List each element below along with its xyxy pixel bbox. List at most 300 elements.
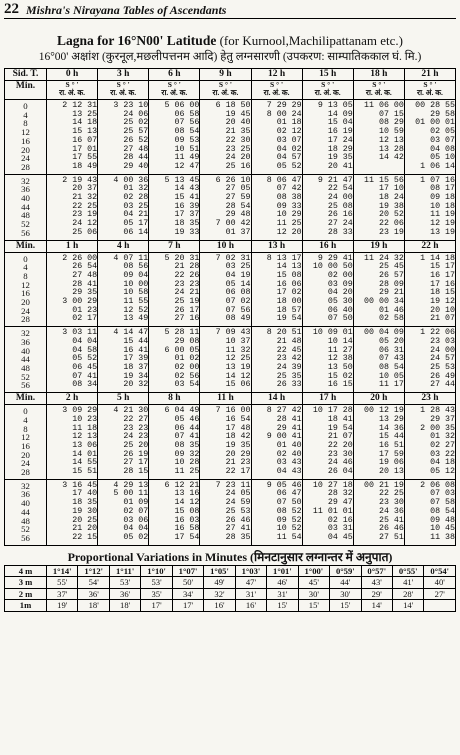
hour-header: 13 h	[251, 240, 302, 252]
ascendant-value: 25 35	[276, 371, 302, 381]
ascendant-value: 17 39	[123, 354, 149, 364]
prop-value: 17'	[172, 600, 203, 612]
ascendant-value: 9 21 47	[317, 175, 353, 185]
minute-label: 52	[21, 219, 30, 230]
hour-header: 20 h	[353, 393, 404, 405]
prop-value: 1°00'	[298, 565, 329, 577]
ascendant-value: 25 53	[225, 506, 251, 516]
ascendant-value: 05 02	[123, 532, 149, 542]
ascendant-value: 17 54	[174, 532, 200, 542]
hour-header: 9 h	[200, 69, 251, 81]
ascendant-value: 19 54	[327, 423, 353, 433]
ascendant-value: 07 02	[225, 297, 251, 307]
unit-hindi-label: रा. अं. क.	[263, 88, 290, 97]
minutes-column	[5, 174, 47, 240]
minute-label: 32	[21, 328, 30, 339]
minute-label: 0	[23, 406, 28, 417]
ascendant-value: 03 25	[225, 262, 251, 272]
ascendant-column	[149, 100, 200, 175]
ascendant-value: 3 00 29	[62, 297, 98, 307]
ascendant-value: 4 29 13	[113, 480, 149, 490]
corner-cell: Min.	[5, 393, 47, 405]
prop-value: 16'	[235, 600, 266, 612]
minute-label: 56	[21, 227, 30, 238]
ascendant-column	[404, 174, 455, 240]
ascendant-value: 06 58	[174, 109, 200, 119]
minute-label: 0	[23, 253, 28, 264]
unit-hindi-label: रा. अं. क.	[314, 88, 341, 97]
ascendant-column	[251, 479, 302, 545]
ascendant-value: 10 17 28	[312, 406, 353, 416]
minute-label: 56	[21, 380, 30, 391]
ascendant-column	[251, 252, 302, 327]
table-title	[4, 33, 456, 48]
ascendant-value: 26 33	[276, 380, 302, 390]
ascendant-value: 9 00 41	[266, 432, 302, 442]
ascendant-column	[251, 327, 302, 393]
ascendant-value: 3 09 29	[62, 406, 98, 416]
table-subtitle: 16°00' अक्षांश (कुरनूल,मछलीपत्तनम आदि) हेतु लग्नसारणी (उपकरण: साम्पातिककाल घं. मि.)	[38, 51, 422, 63]
ascendant-value: 20 41	[327, 161, 353, 171]
ascendant-value: 11 55	[123, 297, 149, 307]
ascendant-value: 8 27 42	[266, 406, 302, 416]
ascendant-value: 29 58	[430, 109, 455, 119]
ascendant-value: 09 33	[276, 201, 302, 211]
minute-label: 0	[23, 101, 28, 111]
ascendant-value: 10 09 01	[312, 328, 353, 338]
prop-row-label: 2 m	[5, 588, 47, 600]
ascendant-value: 08 38	[276, 193, 302, 203]
ascendant-value: 26 46	[225, 515, 251, 525]
ascendant-column	[47, 100, 98, 175]
hour-header: 2 h	[47, 393, 98, 405]
ascendant-value: 13 28	[378, 144, 404, 154]
prop-value: 1°03'	[235, 565, 266, 577]
corner-cell: Min.	[5, 240, 47, 252]
ascendant-column	[302, 327, 353, 393]
ascendant-column	[353, 174, 404, 240]
ascendant-value: 05 20	[378, 336, 404, 346]
ascendant-value: 17 16	[430, 279, 455, 289]
hour-header: 5 h	[98, 393, 149, 405]
prop-empty-cell	[424, 600, 456, 612]
ascendant-value: 23 30	[327, 449, 353, 459]
prop-value: 18'	[78, 600, 109, 612]
prop-value: 1°07'	[172, 565, 203, 577]
ascendant-value: 28 33	[327, 227, 353, 237]
ascendant-value: 2 26 00	[62, 253, 98, 263]
ascendant-column	[47, 405, 98, 480]
ascendant-value: 11 18	[72, 423, 98, 433]
ascendant-value: 24 59	[225, 498, 251, 508]
unit-sign-label: S ° '	[167, 80, 181, 89]
ascendant-value: 21 48	[276, 336, 302, 346]
prop-value: 1°01'	[267, 565, 298, 577]
prop-value: 1°12'	[78, 565, 109, 577]
ascendant-value: 29 40	[123, 161, 149, 171]
ascendant-value: 10 18	[430, 201, 455, 211]
data-row	[5, 327, 456, 393]
prop-value: 45'	[298, 577, 329, 589]
ascendant-value: 10 28	[174, 458, 200, 468]
ascendant-value: 20 13	[378, 467, 404, 477]
ascendant-value: 4 00 36	[113, 175, 149, 185]
minute-label: 20	[21, 449, 30, 460]
prop-value: 19'	[47, 600, 78, 612]
ascendant-value: 26 04	[327, 467, 353, 477]
ascendant-value: 2 00 35	[420, 423, 455, 433]
hour-header: 17 h	[302, 393, 353, 405]
ascendant-value: 18 15	[430, 288, 455, 298]
ascendant-value: 22 30	[225, 135, 251, 145]
ascendant-value: 22 45	[276, 345, 302, 355]
ascendant-value: 20 32	[123, 380, 149, 390]
ascendant-value: 07 41	[174, 432, 200, 442]
ascendant-value: 28 15	[123, 467, 149, 477]
ascendant-value: 15 04	[327, 118, 353, 128]
minute-label: 12	[21, 127, 30, 138]
ascendant-value: 5 00 11	[113, 489, 149, 499]
ascendant-value: 6 26 10	[215, 175, 251, 185]
ascendant-value: 28 41	[276, 414, 302, 424]
ascendant-value: 01 32	[123, 184, 149, 194]
ascendant-value: 18 57	[276, 305, 302, 315]
running-title: Mishra's Nirayana Tables of Ascendants	[26, 3, 227, 17]
proportional-title: Proportional Variations in Minutes (मिनटानुसार लग्नान्तर में अनुपात)	[67, 549, 393, 564]
hour-header: 1 h	[47, 240, 98, 252]
ascendant-value: 03 54	[174, 380, 200, 390]
ascendant-value: 28 09	[378, 279, 404, 289]
ascendant-value: 01 23	[72, 305, 98, 315]
prop-row-label: 1m	[5, 600, 47, 612]
ascendant-value: 10 05	[378, 371, 404, 381]
ascendant-column	[98, 405, 149, 480]
ascendant-value: 21 28	[174, 262, 200, 272]
unit-sign-label: S ° '	[270, 80, 284, 89]
ascendant-value: 04 08	[430, 144, 455, 154]
ascendant-value: 00 28 55	[415, 101, 455, 110]
ascendant-value: 1 06 14	[420, 161, 455, 171]
ascendant-value: 11 06 00	[364, 101, 404, 110]
ascendant-column	[302, 479, 353, 545]
unit-sign-label: S ° '	[65, 80, 79, 89]
ascendant-column	[47, 174, 98, 240]
ascendant-column	[404, 479, 455, 545]
ascendant-column	[98, 174, 149, 240]
ascendant-column	[149, 252, 200, 327]
ascendant-value: 14 12	[225, 371, 251, 381]
prop-value: 50'	[172, 577, 203, 589]
ascendant-value: 17 01	[72, 144, 98, 154]
ascendant-value: 16 51	[378, 440, 404, 450]
ascendant-value: 18 35	[174, 219, 200, 229]
ascendant-column	[200, 252, 251, 327]
ascendant-value: 24 36	[378, 506, 404, 516]
ascendant-value: 4 14 47	[113, 328, 149, 338]
ascendant-value: 23 42	[276, 354, 302, 364]
ascendant-value: 00 04 09	[364, 328, 404, 338]
ascendant-value: 11 17	[378, 380, 404, 390]
ascendant-value: 11 25	[276, 219, 302, 229]
ascendant-value: 11 49	[174, 153, 200, 163]
minute-label: 16	[21, 288, 30, 299]
ascendant-value: 14 01	[72, 449, 98, 459]
ascendant-value: 21 07	[327, 432, 353, 442]
ascendant-value: 15 44	[378, 432, 404, 442]
ascendant-value: 11 15 56	[364, 175, 404, 185]
ascendant-value: 26 52	[123, 135, 149, 145]
ascendant-value: 19 30	[72, 506, 98, 516]
ascendant-value: 16 06	[276, 279, 302, 289]
hour-header: 3 h	[98, 69, 149, 81]
ascendant-value: 6 00 05	[164, 345, 200, 355]
ascendant-value: 06 31	[378, 345, 404, 355]
ascendant-value: 10 00 50	[312, 262, 353, 272]
ascendant-value: 5 20 31	[164, 253, 200, 263]
ascendant-value: 00 21 19	[364, 480, 404, 490]
ascendant-value: 12 20	[276, 227, 302, 237]
prop-value: 55'	[47, 577, 78, 589]
prop-row	[5, 588, 456, 600]
ascendant-value: 06 40	[327, 305, 353, 315]
minute-label: 8	[23, 270, 28, 281]
minute-label: 24	[21, 458, 30, 469]
ascendant-value: 26 54	[72, 262, 98, 272]
ascendant-value: 10 45	[430, 524, 455, 534]
ascendant-value: 22 25	[72, 201, 98, 211]
ascendant-value: 22 54	[327, 184, 353, 194]
ascendant-value: 26 57	[378, 270, 404, 280]
ascendant-value: 27 48	[123, 144, 149, 154]
unit-hindi-label: रा. अं. क.	[365, 88, 392, 97]
ascendant-value: 18 35	[72, 498, 98, 508]
ascendant-value: 7 29 29	[266, 101, 302, 110]
ascendant-value: 1 07 16	[420, 175, 455, 185]
ascendant-value: 6 18 50	[215, 101, 251, 110]
ascendant-value: 07 56	[225, 305, 251, 315]
ascendant-value: 03 07	[430, 135, 455, 145]
ascendant-value: 8 20 51	[266, 328, 302, 338]
ascendant-value: 08 29	[378, 118, 404, 128]
ascendant-value: 03 25	[123, 201, 149, 211]
ascendant-value: 11 54	[276, 532, 302, 542]
hour-header: 18 h	[353, 69, 404, 81]
ascendant-value: 10 52	[276, 524, 302, 534]
ascendant-value: 05 14	[225, 279, 251, 289]
ascendant-value: 17 37	[174, 210, 200, 220]
ascendant-value: 21 35	[225, 127, 251, 137]
ascendant-value: 13 25	[72, 109, 98, 119]
ascendant-value: 14 55	[72, 458, 98, 468]
unit-header-row	[5, 81, 456, 100]
ascendant-value: 19 06	[378, 458, 404, 468]
prop-value: 36'	[78, 588, 109, 600]
ascendant-value: 5 13 45	[164, 175, 200, 185]
ascendant-value: 26 19	[123, 449, 149, 459]
prop-value: 31'	[267, 588, 298, 600]
ascendant-value: 7 23 11	[215, 480, 251, 490]
ascendant-value: 04 04	[123, 524, 149, 534]
ascendant-column	[302, 174, 353, 240]
data-row	[5, 100, 456, 175]
ascendant-value: 09 48	[430, 515, 455, 525]
ascendant-value: 26 46	[378, 524, 404, 534]
minutes-column	[5, 327, 47, 393]
ascendant-value: 14 13	[276, 262, 302, 272]
ascendant-value: 12 25	[225, 354, 251, 364]
minute-label: 28	[21, 314, 30, 325]
ascendant-column	[251, 100, 302, 175]
prop-value: 28'	[392, 588, 423, 600]
ascendant-value: 11 01 01	[312, 506, 353, 516]
ascendant-value: 01 46	[378, 305, 404, 315]
ascendant-value: 24 21	[174, 288, 200, 298]
ascendant-value: 12 38	[327, 354, 353, 364]
ascendant-value: 02 00	[174, 362, 200, 372]
ascendant-value: 22 17	[225, 467, 251, 477]
prop-value: 18'	[109, 600, 140, 612]
ascendant-value: 3 23 10	[113, 101, 149, 110]
ascendant-value: 17 55	[72, 153, 98, 163]
prop-value: 0°54'	[424, 565, 456, 577]
ascendant-value: 2 06 08	[420, 480, 455, 490]
ascendant-column	[47, 479, 98, 545]
ascendant-value: 06 45	[72, 362, 98, 372]
ascendant-value: 18 42	[225, 432, 251, 442]
prop-value: 49'	[204, 577, 235, 589]
prop-row-label: 3 m	[5, 577, 47, 589]
ascendant-value: 05 10	[430, 153, 455, 163]
ascendant-value: 2 19 43	[62, 175, 98, 185]
prop-value: 17'	[141, 600, 172, 612]
ascendant-value: 24 39	[276, 362, 302, 372]
ascendant-value: 18 00	[276, 297, 302, 307]
ascendant-value: 03 09	[327, 279, 353, 289]
ascendant-value: 29 21	[378, 288, 404, 298]
minute-label: 28	[21, 467, 30, 478]
ascendant-column	[251, 405, 302, 480]
ascendant-column	[404, 252, 455, 327]
prop-value: 36'	[109, 588, 140, 600]
ascendant-value: 01 02	[174, 354, 200, 364]
prop-value: 31'	[235, 588, 266, 600]
ascendant-value: 09 32	[174, 449, 200, 459]
ascendant-value: 19 35	[225, 440, 251, 450]
minute-label: 48	[21, 362, 30, 373]
ascendant-value: 5 28 11	[164, 328, 200, 338]
ascendant-value: 06 47	[276, 489, 302, 499]
ascendant-column	[353, 252, 404, 327]
ascendant-value: 14 18	[72, 118, 98, 128]
ascendant-value: 07 50	[327, 314, 353, 324]
ascendant-value: 7 02 31	[215, 253, 251, 263]
ascendant-value: 14 12	[174, 498, 200, 508]
ascendant-column	[149, 405, 200, 480]
ascendant-value: 15 51	[72, 467, 98, 477]
minute-label: 36	[21, 489, 30, 500]
page	[4, 0, 456, 612]
ascendant-value: 23 19	[378, 227, 404, 237]
ascendant-value: 6 12 21	[164, 480, 200, 490]
ascendant-value: 01 37	[225, 227, 251, 237]
ascendant-value: 01 32	[430, 432, 455, 442]
hour-header: 6 h	[149, 69, 200, 81]
ascendant-value: 08 34	[72, 380, 98, 390]
ascendant-value: 08 52	[276, 506, 302, 516]
prop-row	[5, 600, 456, 612]
ascendant-value: 18 37	[123, 362, 149, 372]
ascendant-value: 07 56	[174, 118, 200, 128]
ascendant-value: 26 16	[327, 210, 353, 220]
prop-row	[5, 565, 456, 577]
prop-value: 43'	[361, 577, 392, 589]
ascendant-value: 10 37	[225, 336, 251, 346]
running-header	[4, 0, 456, 19]
ascendant-value: 15 13	[72, 127, 98, 137]
hour-header: 4 h	[98, 240, 149, 252]
ascendant-value: 16 41	[123, 345, 149, 355]
ascendant-value: 14 42	[378, 153, 404, 163]
data-row	[5, 252, 456, 327]
ascendant-value: 15 08	[174, 506, 200, 516]
ascendant-value: 12 47	[174, 161, 200, 171]
ascendant-value: 24 06	[123, 109, 149, 119]
ascendant-value: 1 28 43	[420, 406, 455, 416]
ascendant-value: 11 38	[430, 532, 455, 542]
prop-value: 1°11'	[109, 565, 140, 577]
prop-value: 15'	[298, 600, 329, 612]
ascendant-value: 04 18	[430, 458, 455, 468]
ascendant-value: 24 00	[327, 193, 353, 203]
ascendant-value: 25 20	[123, 440, 149, 450]
ascendant-value: 03 31	[327, 524, 353, 534]
minute-label: 32	[21, 480, 30, 491]
hour-header: 0 h	[47, 69, 98, 81]
unit-sign-label: S ° '	[423, 80, 437, 89]
prop-value: 40'	[424, 577, 456, 589]
ascendant-value: 16 19	[327, 127, 353, 137]
prop-value: 0°57'	[361, 565, 392, 577]
data-row	[5, 479, 456, 545]
ascendant-value: 02 56	[174, 371, 200, 381]
unit-hindi-label: रा. अं. क.	[161, 88, 188, 97]
minute-label: 52	[21, 524, 30, 535]
ascendant-value: 9 29 41	[317, 253, 353, 263]
ascendant-value: 16 39	[174, 201, 200, 211]
prop-value: 41'	[392, 577, 423, 589]
minute-label: 16	[21, 135, 30, 146]
ascendant-value: 12 13	[378, 135, 404, 145]
ascendant-column	[353, 327, 404, 393]
corner-cell: Min.	[5, 81, 47, 100]
ascendant-value: 19 12	[430, 297, 455, 307]
minutes-column	[5, 252, 47, 327]
ascendant-column	[302, 252, 353, 327]
minute-label: 24	[21, 305, 30, 316]
minute-label: 48	[21, 515, 30, 526]
minute-label: 40	[21, 193, 30, 204]
ascendant-value: 02 12	[276, 127, 302, 137]
ascendant-value: 00 12 19	[364, 406, 404, 416]
ascendant-value: 19 34	[123, 371, 149, 381]
ascendant-value: 20 40	[225, 118, 251, 128]
prop-value: 15'	[330, 600, 361, 612]
ascendant-value: 24 05	[225, 489, 251, 499]
ascendant-value: 07 03	[430, 489, 455, 499]
ascendant-value: 19 33	[174, 227, 200, 237]
ascendant-value: 17 59	[378, 449, 404, 459]
ascendant-value: 09 18	[430, 193, 455, 203]
